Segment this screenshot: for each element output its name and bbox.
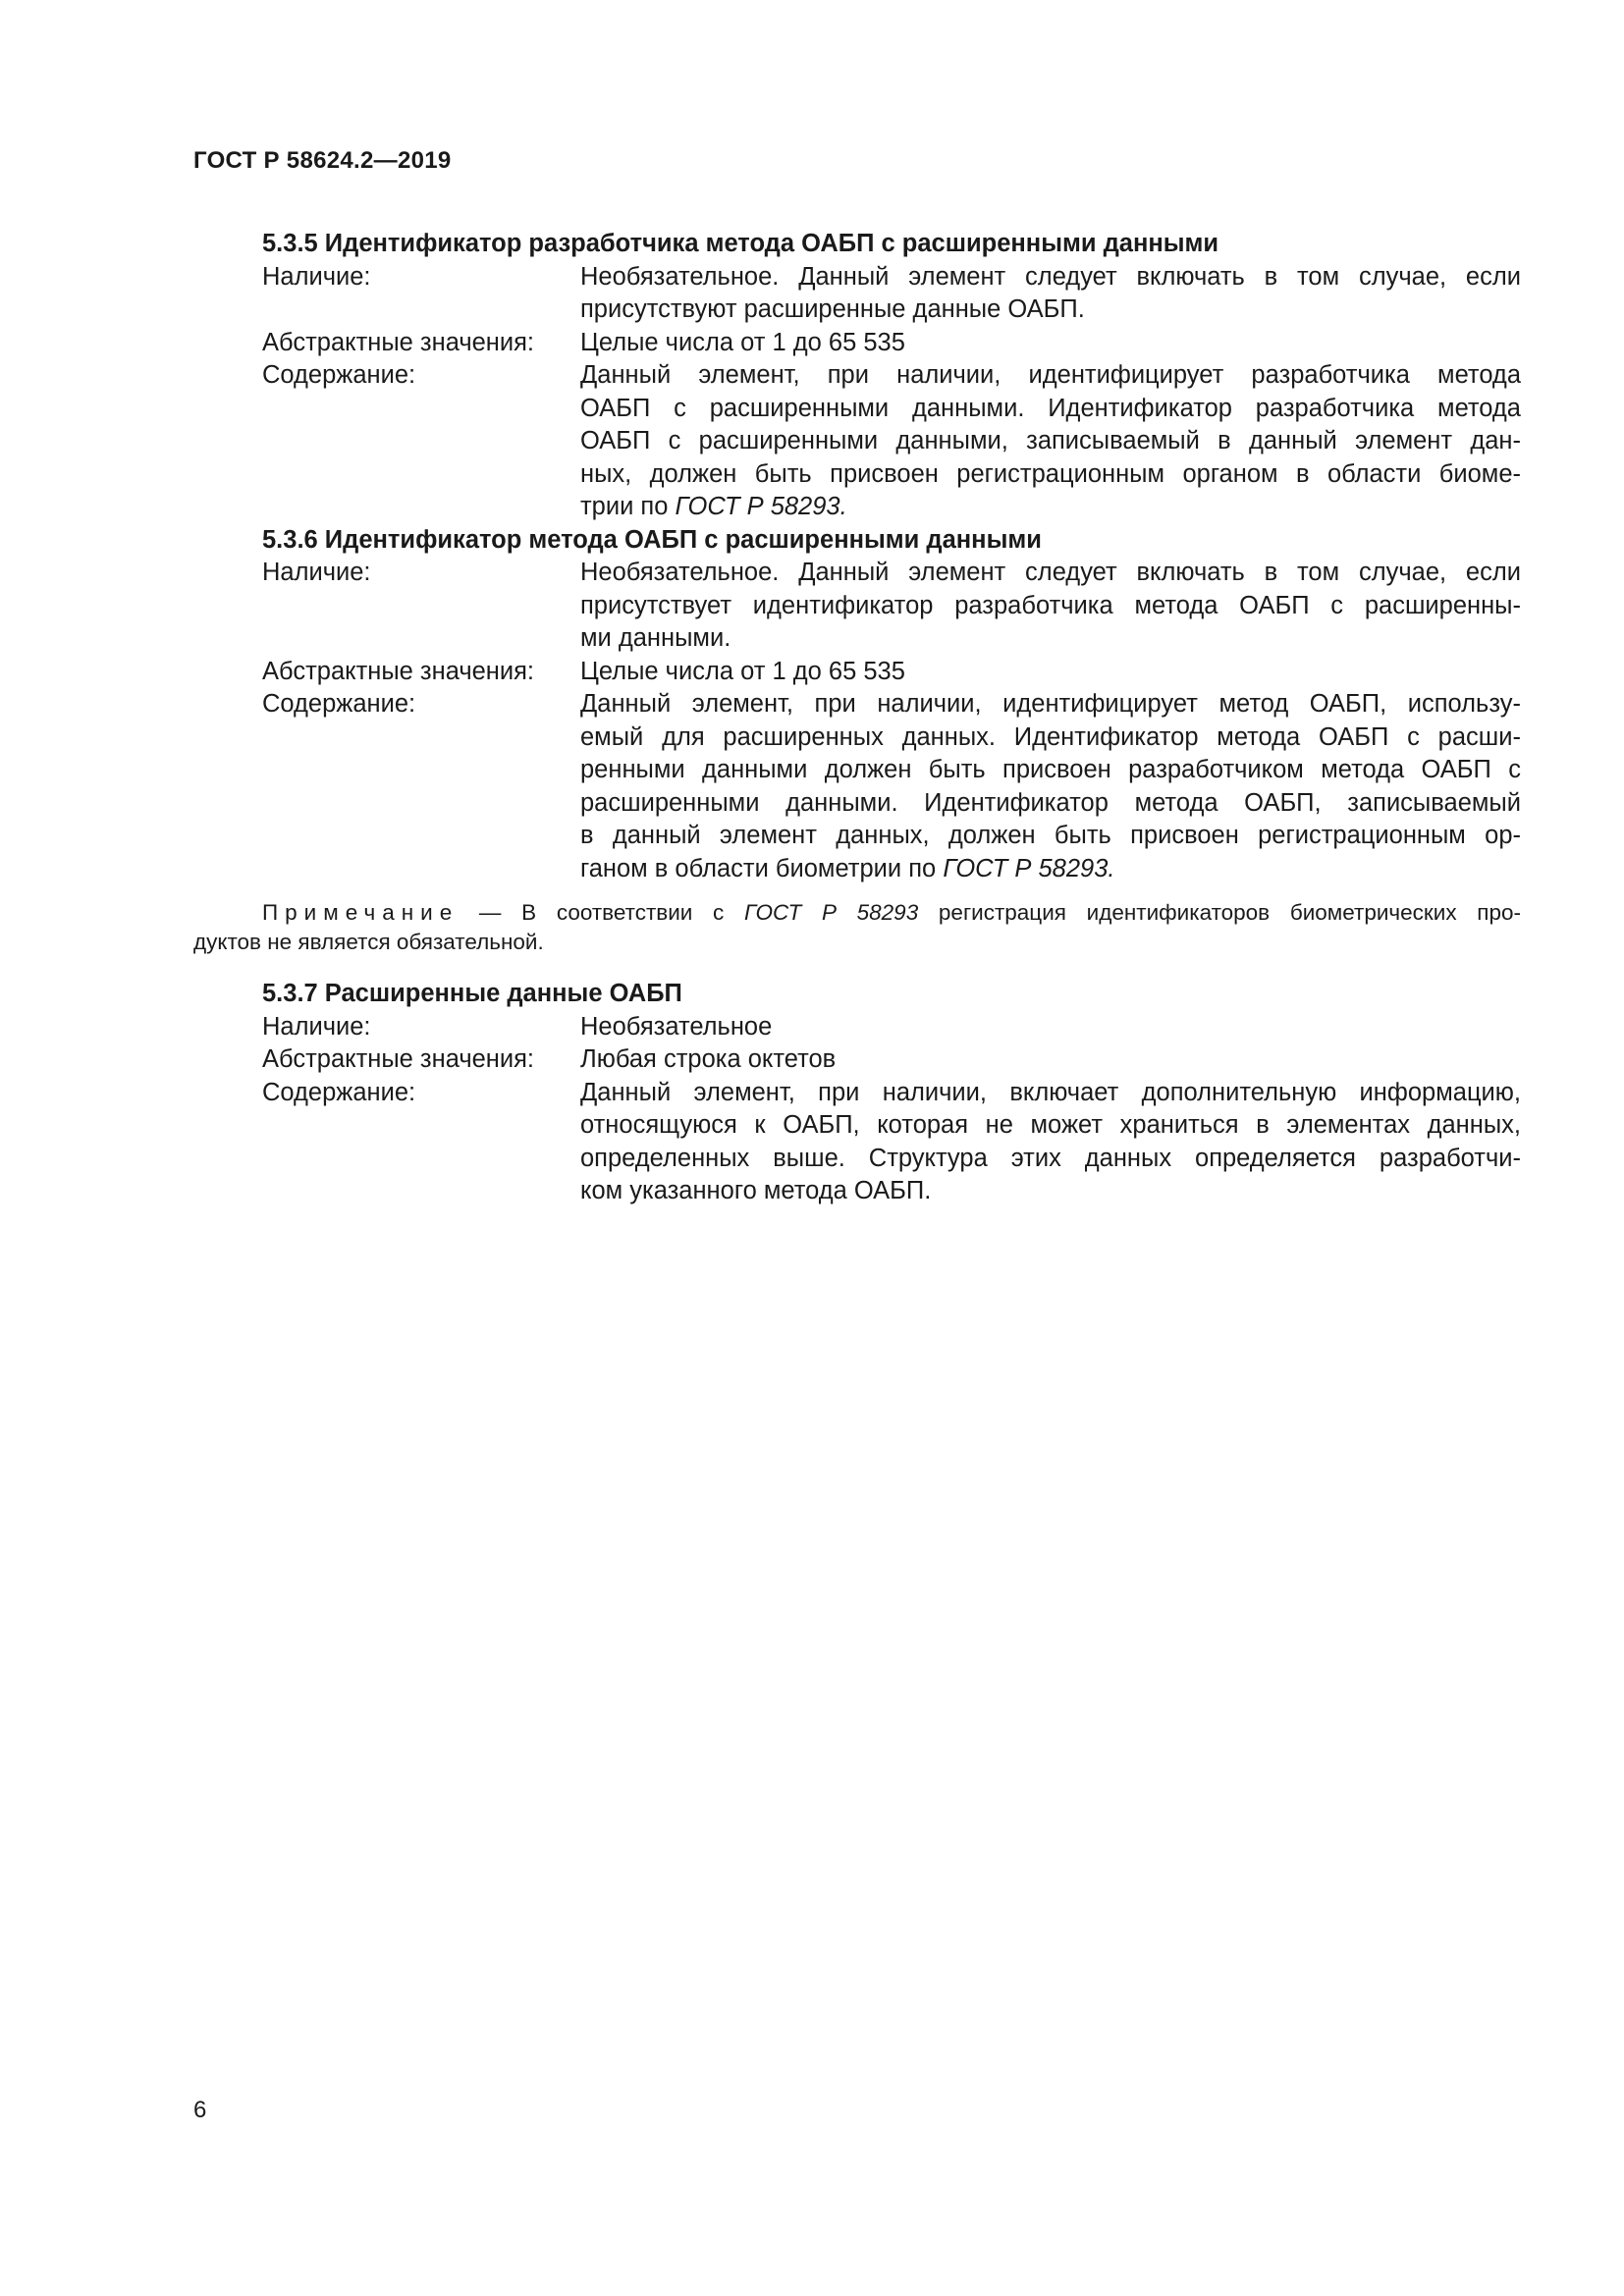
text-line: в данный элемент данных, должен быть присвоен регистрационным ор-	[580, 822, 1521, 849]
text-line: ком указанного метода ОАБП.	[580, 1177, 932, 1204]
content-row	[193, 359, 1521, 524]
presence-label: Наличие:	[262, 262, 371, 291]
document-header: ГОСТ Р 58624.2—2019	[193, 147, 452, 174]
text-line: определенных выше. Структура этих данных определяется разработчи-	[580, 1144, 1521, 1172]
section-title: 5.3.6 Идентификатор метода ОАБП с расширенными данными	[262, 525, 1042, 554]
presence-value: Необязательное	[580, 1012, 773, 1041]
presence-value	[580, 557, 1521, 656]
abstract-values-row	[193, 1043, 1521, 1077]
text-line	[580, 853, 1521, 886]
text-line: ОАБП с расширенными данными, записываемый в данный элемент дан-	[580, 427, 1521, 454]
presence-row	[193, 261, 1521, 327]
abstract-values-value: Любая строка октетов	[580, 1045, 837, 1073]
text-line: Данный элемент, при наличии, идентифицирует метод ОАБП, использу-	[580, 690, 1521, 718]
text-fragment: регистрация идентификаторов биометрических про-	[918, 900, 1521, 925]
note-label: Примечание	[262, 900, 460, 925]
text-fragment: трии по	[580, 493, 676, 520]
note-line: дуктов не является обязательной.	[193, 930, 544, 954]
text-fragment: ганом в области биометрии по	[580, 854, 944, 882]
text-line: ОАБП с расширенными данными. Идентификатор разработчика метода	[580, 394, 1521, 422]
text-line: Необязательное. Данный элемент следует включать в том случае, если	[580, 262, 1521, 291]
content-label: Содержание:	[262, 690, 416, 718]
text-line: ренными данными должен быть присвоен разработчиком метода ОАБП с	[580, 756, 1521, 783]
standard-reference: ГОСТ Р 58293	[744, 900, 919, 925]
text-line: емый для расширенных данных. Идентификатор метода ОАБП с расши-	[580, 722, 1521, 751]
document-body	[193, 228, 1521, 1208]
abstract-values-row	[193, 327, 1521, 360]
text-line: Данный элемент, при наличии, идентифицирует разработчика метода	[580, 361, 1521, 389]
abstract-values-value: Целые числа от 1 до 65 535	[580, 657, 905, 685]
abstract-values-label: Абстрактные значения:	[262, 328, 535, 356]
text-line: ных, должен быть присвоен регистрационным органом в области биоме-	[580, 459, 1521, 488]
content-row	[193, 688, 1521, 885]
section-title: 5.3.7 Расширенные данные ОАБП	[262, 980, 682, 1007]
presence-value	[580, 261, 1521, 327]
abstract-values-value: Целые числа от 1 до 65 535	[580, 328, 905, 356]
text-line: ми данными.	[580, 624, 731, 652]
text-line: присутствует идентификатор разработчика метода ОАБП с расширенны-	[580, 591, 1521, 619]
note	[193, 898, 1521, 957]
section-5-3-5	[193, 228, 1521, 524]
text-line: относящуюся к ОАБП, которая не может храниться в элементах данных,	[580, 1111, 1521, 1139]
text-line: Необязательное. Данный элемент следует включать в том случае, если	[580, 559, 1521, 586]
section-title: 5.3.5 Идентификатор разработчика метода ОАБП с расширенными данными	[262, 230, 1219, 257]
content-label: Содержание:	[262, 1078, 416, 1106]
text-line: Данный элемент, при наличии, включает дополнительную информацию,	[580, 1078, 1521, 1106]
section-5-3-7	[193, 978, 1521, 1208]
content-value	[580, 1077, 1521, 1208]
abstract-values-row	[193, 656, 1521, 689]
standard-reference: ГОСТ Р 58293.	[943, 854, 1115, 882]
text-line: присутствуют расширенные данные ОАБП.	[580, 295, 1085, 323]
content-value	[580, 359, 1521, 524]
content-label: Содержание:	[262, 361, 416, 389]
text-line	[580, 491, 1521, 524]
presence-row	[193, 557, 1521, 656]
presence-label: Наличие:	[262, 559, 371, 586]
note-line	[193, 898, 1521, 928]
text-line: расширенными данными. Идентификатор метода ОАБП, записываемый	[580, 788, 1521, 817]
content-row	[193, 1077, 1521, 1208]
abstract-values-label: Абстрактные значения:	[262, 657, 535, 685]
presence-label: Наличие:	[262, 1012, 371, 1041]
text-fragment: — В соответствии с	[459, 900, 744, 925]
page-number: 6	[193, 2097, 207, 2123]
section-5-3-6	[193, 524, 1521, 886]
abstract-values-label: Абстрактные значения:	[262, 1045, 535, 1073]
standard-reference: ГОСТ Р 58293.	[675, 493, 847, 520]
content-value	[580, 688, 1521, 885]
presence-row	[193, 1011, 1521, 1044]
